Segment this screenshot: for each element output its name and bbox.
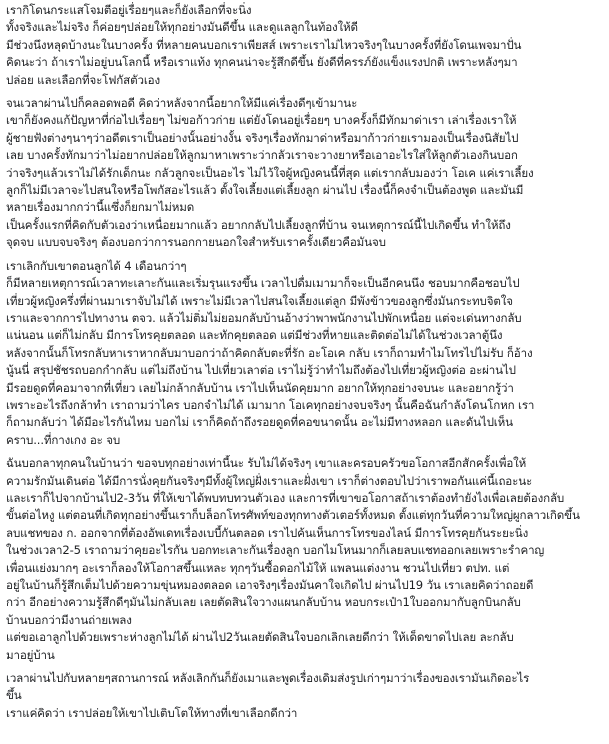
post-text-line: คราบ...ที่กางเกง อะ จบ: [6, 432, 121, 447]
post-text-line: เพื่อนแย่งมากๆ อะเราก็ลองให้โอกาสขึ้นแหละ ทุกๆวันซื้อดอกไม้ให้ แพลนแต่งงาน ชวนไปเที่ยว ตปท. แต่: [6, 560, 510, 575]
post-text-line: เราแค่คิดว่า เราปล่อยให้เขาไปเติบโตให้ทางที่เขาเลือกดีกว่า: [6, 705, 298, 720]
post-text-line: และเราก็ไปจากบ้านไป2-3วัน ที่ให้เขาได้พบทบทวนตัวเอง และการที่เขาขอโอกาสถ้าเราต้องทำยังไงเพื่อเลยต้องกลับ: [6, 490, 565, 505]
post-paragraph: [6, 455, 603, 664]
post-text-line: เที่ยวผู้หญิงครึ่งที่ผ่านมาเราจับไม่ได้ เพราะไม่มีเวลาไปสนใจเลี้ยงแต่ลูก มีพังข้าวของลูกซึ่งมันกระทบจิตใจ: [6, 293, 513, 308]
post-text-line: ในช่วงเวลา2-5 เราถามว่าคุยอะไรกัน บอกทะเลาะกันเรื่องลูก บอกไมโหนมากก็เลยลบแชทออกเลยเพราะรำคาญ: [6, 543, 545, 558]
post-text-line: ก็ถามกลับว่า ได้มีอะไรกันไหม บอกไม่ เราก็คิดถ้าถึงรอยดูดที่คอขนาดนั้น อะไม่มีทางหลอก และดันไปเห็น: [6, 415, 513, 430]
post-paragraph: [6, 670, 603, 722]
post-text-line: เราเลิกกับเขาตอนลูกได้ 4 เดือนกว่าๆ: [6, 258, 187, 273]
post-text-line: จนเวลาผ่านไปก็คลอดพอดี คิดว่าหลังจากนี้อยากให้มีแค่เรื่องดีๆเข้ามานะ: [6, 96, 358, 111]
post-text-line: เพราะอะไรถึงกล้าทำ เราถามว่าไคร บอกจำไม่ได้ เมามาก โอเคทุกอย่างจบจริงๆ นั้นคือฉันกำลังโดนโกหก เรา: [6, 397, 535, 412]
post-text-line: แต่ขอเอาลูกไปด้วยเพราะห่างลูกไม่ได้ ผ่านไป2วันเลยตัดสินใจบอกเลิกเลยดีกว่า ให้เด็ดขาดไปเลย ละกลับ: [6, 630, 514, 645]
post-text-line: หลายเรื่องมากกว่านี้แซึ่งก็ยกมาไม่หมด: [6, 200, 195, 215]
post-text-line: จุดจบ แบบจบจริงๆ ต้องบอกว่าการนอกกายนอกใจสำหรับเราครั้งเดียวคือมันจบ: [6, 235, 386, 250]
post-text-line: ลบแชทของ ก. ออกจากที่ต้องอัพเดทเรื่องเบบี้กันตลอด เราไปค้นเห็นการโทรของไลน์ มีการโทรคุยกันระยะนิ่ง: [6, 525, 529, 540]
post-text-line: ผู้ชายฟังต่างๆนาๆว่าอดีตเราเป็นอย่างนั้นอย่างงั้น จริงๆเรื่องทักมาด่าหรือมาก้าวก่ายเรามองเป็นเรื่องนิสัยไป: [6, 130, 519, 145]
post-paragraph: [6, 2, 603, 89]
post-text-line: ขึ้น: [6, 688, 22, 703]
post-text-line: อยู่ในบ้านก็รู้สึกเต็มไปด้วยความขุ่นหมองตลอด เอาจริงๆเรื่องมันคาใจเกิดไป ผ่านไป19 วัน เราเลยคิดว่าถอยดี: [6, 578, 534, 592]
post-text-line: เป็นครั้งแรกที่คิดกับตัวเองว่าเหนื่อยมากแล้ว อยากกลับไปเลี้ยงลูกที่บ้าน จนเหตุการณ์นี้ไปเกิดขึ้น ทำให้ถึง: [6, 217, 511, 232]
post-text-line: มีรอยดูดที่คอมาจากที่เที่ยว เลยไม่กล้ากลับบ้าน เราไปเห็นนัดคุยมาก อยากให้ทุกอย่างจบนะ และอยากรู้ว่า: [6, 380, 514, 395]
post-text-line: เลย บางครั้งทักมาว่าไม่อยากปล่อยให้ลูกมาหาเพราะว่ากลัวเราจะวางยาหรือเอาอะไรใส่ให้ลูกตัวเองกินบอก: [6, 148, 518, 163]
post-text-line: แน่นอน แต่ก็ไม่กลับ มีการโทรคุยตลอด และทักคุยตลอด แต่มีช่วงที่หายและติดต่อไม่ได้ในช่วงเวลาตู้นึง: [6, 328, 503, 343]
post-text-line: ทั้งจริงและไม่จริง ก็ค่อยๆปล่อยให้ทุกอย่างมันดีขึ้น และดูแลลูกในท้องให้ดี: [6, 20, 358, 35]
post-paragraph: [6, 95, 603, 252]
post-text-line: ก็มีหลายเหตุการณ์เวลาทะเลาะกันและเริ่มรุนแรงขึ้น เวลาไปดื่มเมามาก็จะเป็นอีกคนนึง ชอบมากคือชอบไป: [6, 276, 520, 291]
post-text-line: เขาก็ยังคงแก้ปัญหาที่ก่อไปเรื่อยๆ ไม่ขอก้าวก่าย แต่ยังโดนอยู่เรื่อยๆ บางครั้งก็มีทักมาด่าเรา เล่าเรื่องเราให้: [6, 113, 517, 128]
post-text-line: ฉันบอกลาทุกคนในบ้านว่า ขอจบทุกอย่างเท่านี้นะ รับไม่ได้จริงๆ เขาและครอบครัวขอโอกาสอีกสักครั้งเพื่อให้: [6, 456, 527, 471]
post-text-line: ความรักมันเดินต่อ ได้มีการนั่งคุยกันจริงๆมีทั้งผู้ใหญ่ฝั่งเราและฝั่งเขา เราก็ต่างตอบไปว่าเราพอกันแค่นี้เถอะนะ: [6, 473, 533, 488]
post-text-line: หลังจากนั้นก็โทรกลับหาเราหากลับมาบอกว่าถ้าคิดกลับตะที่รัก อะโอเค กลับ เราก็ถามทำไมโทรไปไม่รับ ก็อ้าง: [6, 345, 533, 360]
post-paragraph: [6, 258, 603, 449]
post-text-line: ว่าจริงๆแล้วเราไม่ได้รักเด็กนะ กลัวลูกจะเป็นอะไร ไม่ไว้ใจผู้หญิงคนนี้ที่สุด แต่เรากลับมองว่า โอเค แค่เราเลี้ยง: [6, 165, 534, 180]
post-text-line: คิดนะว่า ถ้าเราไม่อยู่บนโลกนี้ หรือเราแท้ง ทุกคนน่าจะรู้สึกดีขึ้น ยังดีที่ครรภ์ยังแข็งแรงปกติ เพราะหลังๆมา: [6, 55, 518, 70]
post-text-line: มีช่วงนึงหลุดบ้างนะในบางครั้ง ที่หลายคนบอกเราเพียสส์ เพราะเราไม่ไหวจริงๆในบางครั้งที่ยังโดนเพจมาปั่น: [6, 37, 522, 52]
post-text-line: มาอยู่บ้าน: [6, 647, 55, 662]
post-text-line: ขั้นต่อไหงู แต่ตอนที่เกิดทุกอย่างขึ้นเราก็บล็อกโทรศัพท์ของทุกทางตัวเตอร์ทั้งหมด ตั้งแต่ทุกวันที่ความใหญ่ผูกลาวเกิดขึ้น: [6, 508, 580, 523]
post-text-line: เวลาผ่านไปกับหลายๆสถานการณ์ หลังเลิกกันก็ยังเมาและพูดเรื่องเดิมส่งรูปเก่าๆมาว่าเรื่องของเรามันเกิดอะไร: [6, 671, 530, 686]
post-text-line: ลูกก็ไม่มีเวลาจะไปสนใจหรือโพกัสอะไรแล้ว ตั้งใจเลี้ยงแต่เลี้ยงลูก ผ่านไป เรื่องนี้ก็คงจำเป็นต้องพูด และมันมี: [6, 183, 524, 198]
post-text-line: ปล่อย และเลือกที่จะโฟกัสตัวเอง: [6, 72, 160, 87]
post-text-line: กว่า อีกอย่างความรู้สึกดีๆมันไม่กลับเลย เลยตัดสินใจวางแผนกลับบ้าน หอบกระเป๋า1ใบออกมากับลูกบินกลับ: [6, 595, 521, 610]
post-text-line: เรากิโดนกระแสโจมตีอยู่เรื่อยๆและก็ยังเลือกที่จะนิ่ง: [6, 3, 252, 17]
post-text-line: เราและจากการไปทางาน ตจว. แล้วไม่ติ่มไม่ยอมกลับบ้านอ้างว่าพาพนักงานไปพักเหนื่อย แต่จะเด่นทางกลับ: [6, 310, 522, 325]
post-text-line: บ้านบอกว่ามีงานถ่ายเพลง: [6, 612, 132, 627]
post-text-line: นู้นนี่ สรุปชัชรถบอกกำกลับ แต่ไม่ถึงบ้าน ไปเที่ยวเลาต่อ เราไม่รู้ว่าทำไมถึงต้องไปเที่ยวผู้หญิงต่อ อะผ่านไป: [6, 363, 516, 378]
